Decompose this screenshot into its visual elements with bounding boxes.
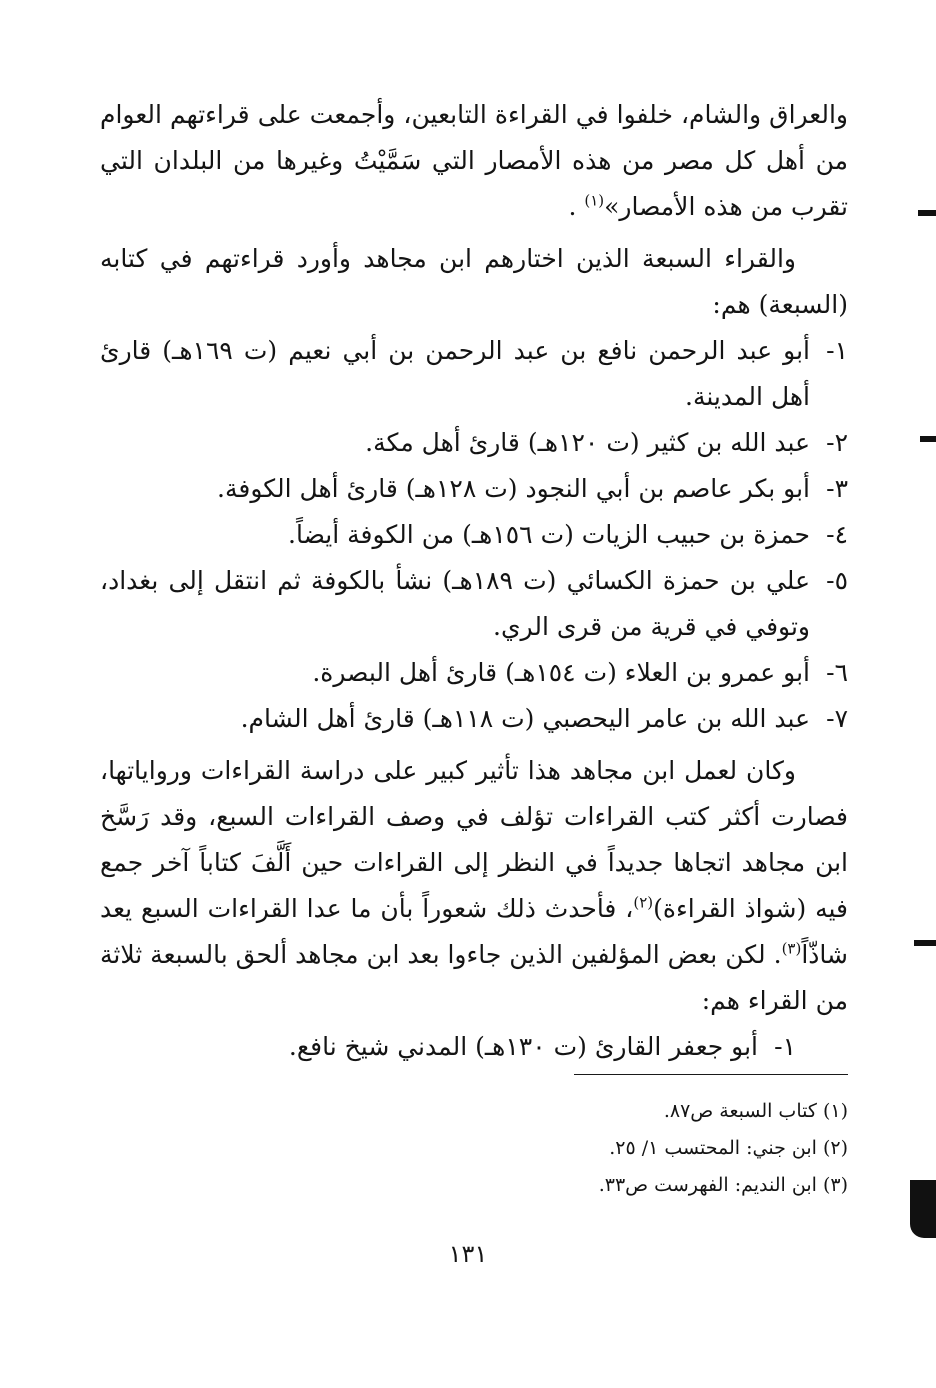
paragraph-quote-ending (100, 92, 848, 230)
paragraph-seven-readers-intro (100, 236, 848, 328)
list-item-number: ١- (774, 1032, 796, 1061)
paragraph-text-part-3: . لكن بعض المؤلفين الذين جاءوا بعد ابن مجاهد ألحق بالسبعة ثلاثة من القراء هم: (99, 940, 848, 1015)
footnote-number: (٣) (822, 1174, 848, 1196)
paragraph-ibn-mujahid-influence (100, 748, 848, 1024)
scan-edge-mark (910, 1180, 936, 1238)
list-item-text: علي بن حمزة الكسائي (ت ١٨٩هـ) نشأ بالكوفة ثم انتقل إلى بغداد، وتوفي في قرية من قرى الري. (100, 566, 810, 641)
list-item-number: ٢- (826, 428, 848, 457)
scan-edge-mark (914, 940, 936, 946)
list-item (100, 466, 848, 512)
footnote-1 (568, 1093, 848, 1130)
additional-readers-list (100, 1024, 848, 1070)
footnote-text: كتاب السبعة ص٨٧. (663, 1100, 817, 1122)
list-item-text: أبو عمرو بن العلاء (ت ١٥٤هـ) قارئ أهل البصرة. (312, 658, 810, 687)
list-item-number: ١- (826, 336, 848, 365)
footnote-2 (568, 1130, 848, 1167)
list-item-number: ٥- (826, 566, 848, 595)
scan-edge-mark (920, 436, 936, 442)
list-item (100, 328, 848, 420)
footnote-number: (٢) (822, 1137, 848, 1159)
footnote-3 (568, 1167, 848, 1204)
paragraph-text-part-1: وكان لعمل ابن مجاهد هذا تأثير كبير على دراسة القراءات ورواياتها، فصارت أكثر كتب القراءات تؤلف في وصف القراءات السبع، وقد رَسَّخ ابن مجاهد اتجاها جديداً في النظر إلى القراءات حين أَلَّفَ كتاباً آخر جمع فيه (شواذ القراءة) (100, 756, 849, 923)
list-item-text: أبو بكر عاصم بن أبي النجود (ت ١٢٨هـ) قارئ أهل الكوفة. (217, 474, 810, 503)
footnote-separator (574, 1074, 848, 1075)
list-item-number: ٤- (826, 520, 848, 549)
paragraph-text: والعراق والشام، خلفوا في القراءة التابعين، وأجمعت على قراءتهم العوام من أهل كل مصر من هذه الأمصار التي سَمَّيْتُ وغيرها من البلدان التي تقرب من هذه الأمصار» (100, 100, 848, 221)
paragraph-end-period: . (568, 192, 577, 221)
footnote-text: ابن النديم: الفهرست ص٣٣. (598, 1174, 817, 1196)
list-item (100, 420, 848, 466)
footnotes-section (568, 1074, 848, 1204)
list-item (100, 696, 848, 742)
list-item-text: عبد الله بن كثير (ت ١٢٠هـ) قارئ أهل مكة. (365, 428, 810, 457)
footnote-ref-2: (٢) (633, 893, 654, 912)
list-item (100, 558, 848, 650)
list-item-text: أبو جعفر القارئ (ت ١٣٠هـ) المدني شيخ نافع. (288, 1032, 758, 1061)
scan-edge-mark (918, 210, 936, 216)
list-item-number: ٦- (826, 658, 848, 687)
list-item-number: ٣- (826, 474, 848, 503)
list-item (100, 1024, 848, 1070)
list-item-text: عبد الله بن عامر اليحصبي (ت ١١٨هـ) قارئ أهل الشام. (240, 704, 810, 733)
footnote-number: (١) (822, 1100, 848, 1122)
seven-readers-list (100, 328, 848, 742)
footnote-ref-3: (٣) (781, 939, 802, 958)
footnote-ref-1: (١) (584, 191, 605, 210)
list-item-text: أبو عبد الرحمن نافع بن عبد الرحمن بن أبي نعيم (ت ١٦٩هـ) قارئ أهل المدينة. (100, 336, 811, 411)
page-number: ١٣١ (448, 1240, 488, 1268)
list-item (100, 650, 848, 696)
list-item (100, 512, 848, 558)
list-item-number: ٧- (826, 704, 848, 733)
footnote-text: ابن جني: المحتسب ١/ ٢٥. (609, 1137, 817, 1159)
paragraph-text: والقراء السبعة الذين اختارهم ابن مجاهد وأورد قراءتهم في كتابه (السبعة) هم: (100, 244, 848, 319)
paragraph-text-part-2: ، فأحدث ذلك شعوراً بأن ما عدا القراءات السبع يعد شاذّاً (100, 894, 848, 969)
list-item-text: حمزة بن حبيب الزيات (ت ١٥٦هـ) من الكوفة أيضاً. (288, 520, 810, 549)
page-body (100, 92, 848, 1070)
